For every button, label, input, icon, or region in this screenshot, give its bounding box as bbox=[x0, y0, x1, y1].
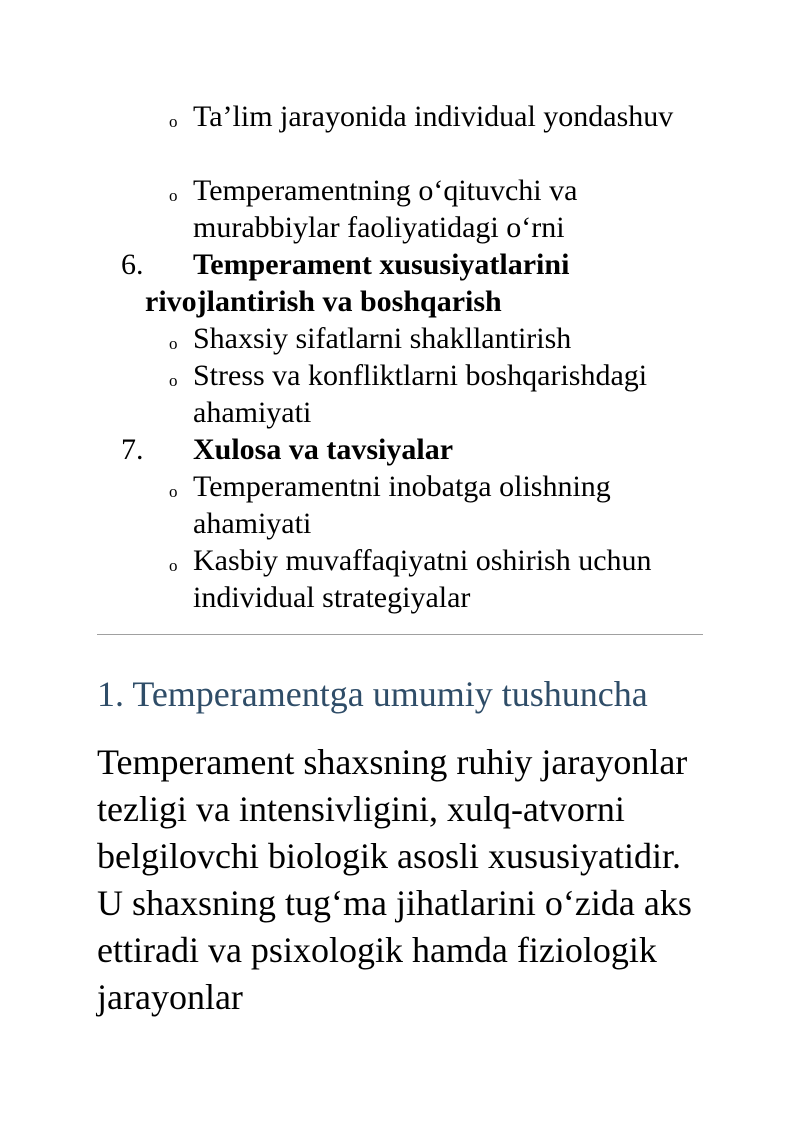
outline-subitem bbox=[169, 468, 713, 542]
outline-item-title: Temperament xususiyatlarini rivojlantirish va boshqarish bbox=[145, 248, 570, 318]
outline-item-number: 7. bbox=[121, 433, 144, 466]
bullet-icon: o bbox=[169, 556, 178, 575]
section-heading: 1. Temperamentga umumiy tushuncha bbox=[97, 674, 648, 714]
horizontal-divider bbox=[97, 634, 703, 635]
bullet-icon: o bbox=[169, 334, 178, 353]
outline-subitem-text: Stress va konfliktlarni boshqarishdagi ahamiyati bbox=[193, 359, 648, 429]
outline-subitem bbox=[169, 320, 713, 357]
bullet-icon: o bbox=[169, 112, 178, 131]
bullet-icon: o bbox=[169, 482, 178, 501]
outline-subitem bbox=[169, 357, 713, 431]
bullet-icon: o bbox=[169, 371, 178, 390]
outline-item-title: Xulosa va tavsiyalar bbox=[193, 433, 454, 466]
outline-subitem-text: Shaxsiy sifatlarni shakllantirish bbox=[193, 322, 572, 355]
outline-subitem-text: Temperamentning o‘qituvchi va murabbiylar faoliyatidagi o‘rni bbox=[193, 174, 578, 244]
outline-item-number: 6. bbox=[121, 248, 144, 281]
bullet-icon: o bbox=[169, 186, 178, 205]
outline-subitem bbox=[169, 542, 713, 616]
outline-subitem bbox=[169, 98, 713, 135]
outline-subitem-text: Ta’lim jarayonida individual yondashuv bbox=[193, 100, 674, 133]
outline-subitem-text: Kasbiy muvaffaqiyatni oshirish uchun individual strategiyalar bbox=[193, 544, 652, 614]
outline-subitem bbox=[169, 172, 713, 246]
outline-subitem-text: Temperamentni inobatga olishning ahamiyati bbox=[193, 470, 611, 540]
section-paragraph: Temperament shaxsning ruhiy jarayonlar tezligi va intensivligini, xulq-atvorni belgilovchi biologik asosli xususiyatidir. U shaxsning tug‘ma jihatlarini o‘zida aks ettiradi va psixologik hamda fiziologik jarayonlar bbox=[97, 742, 692, 1017]
